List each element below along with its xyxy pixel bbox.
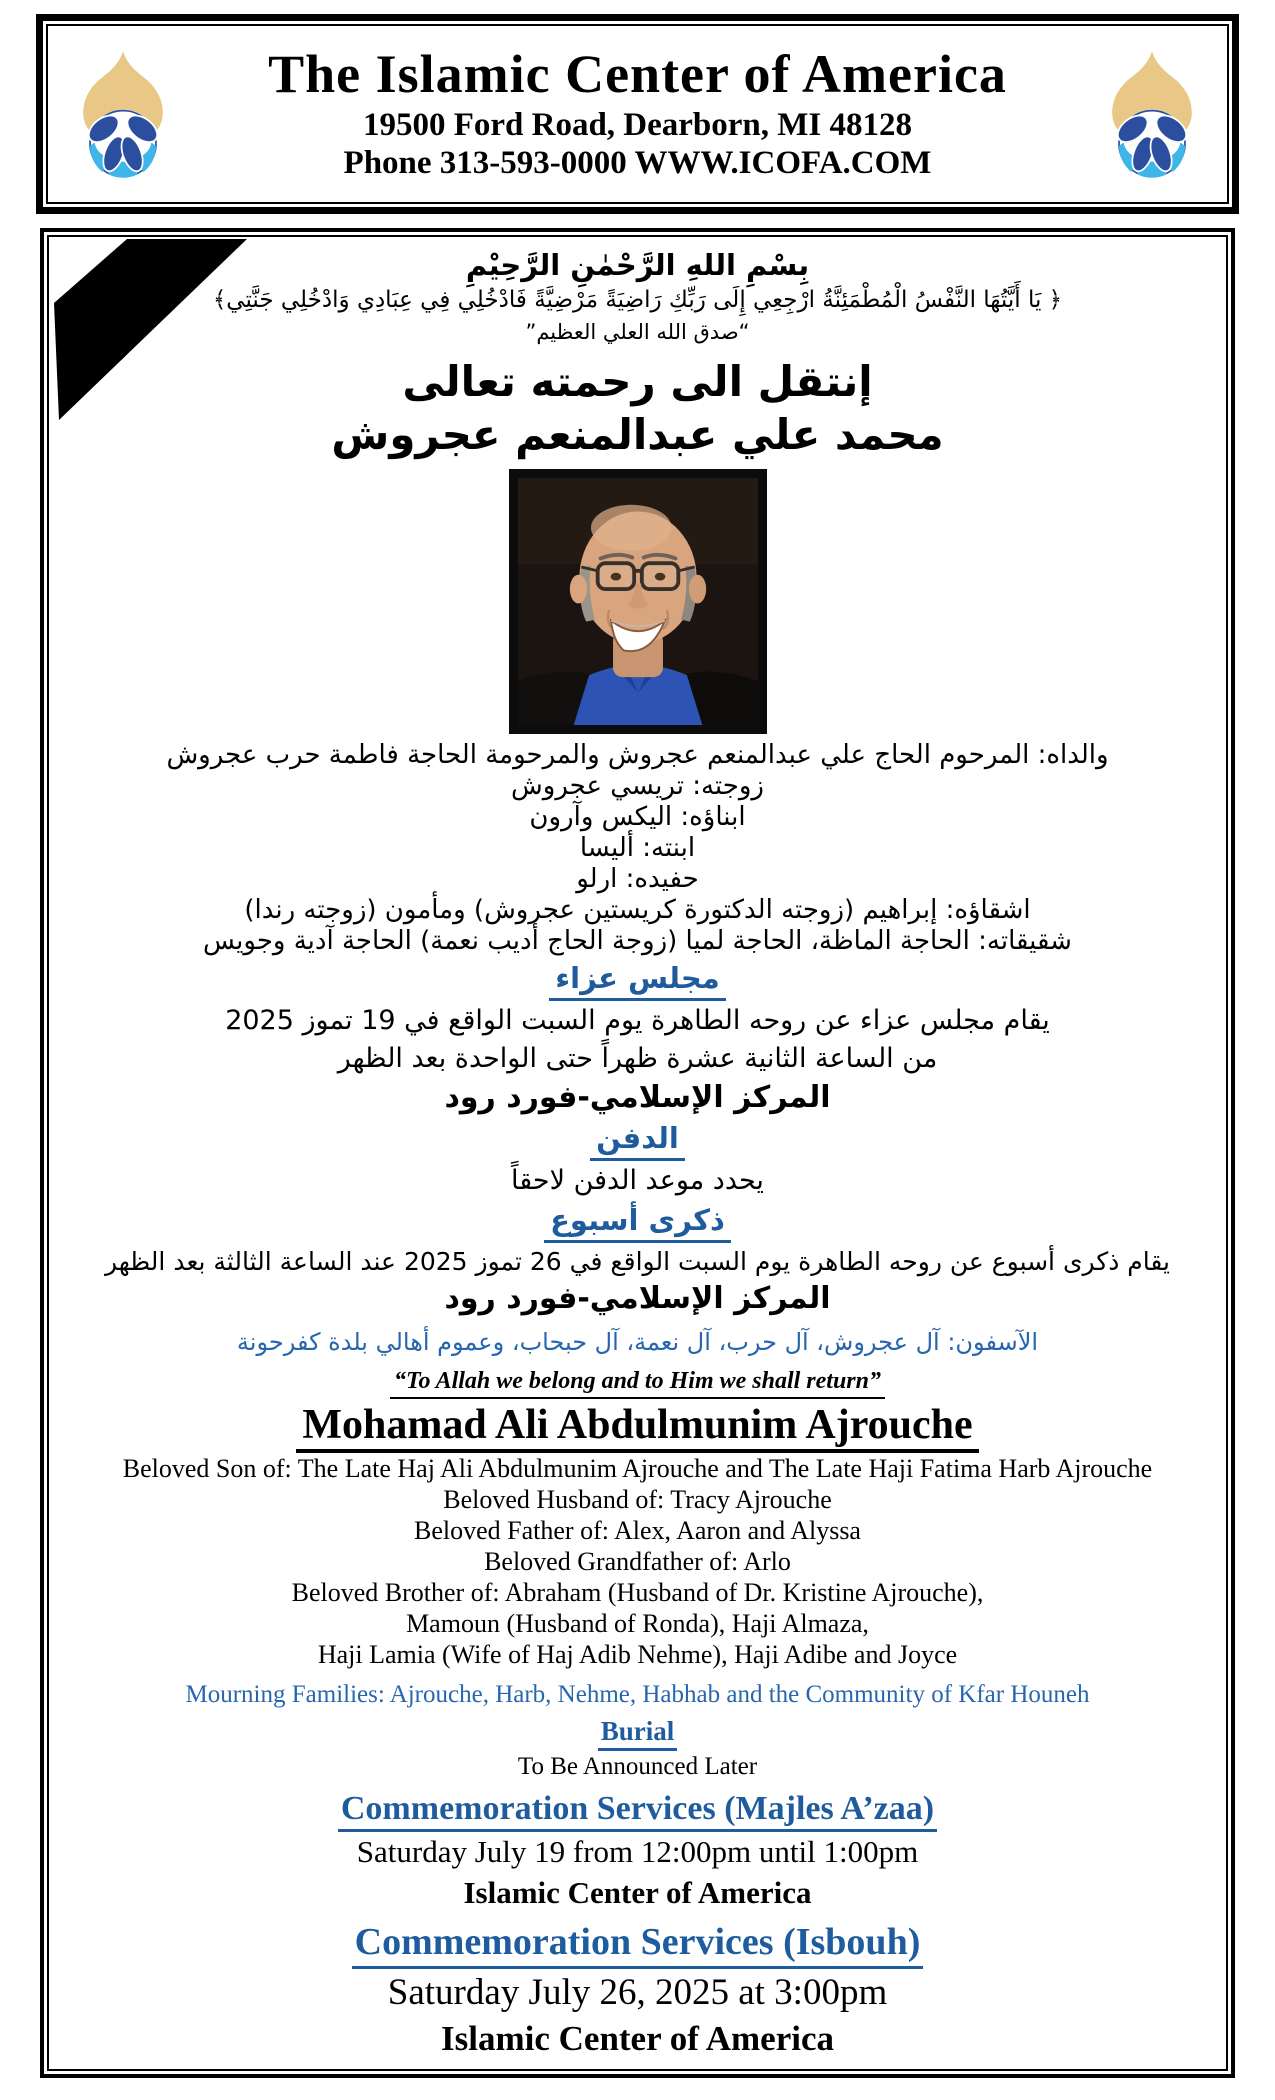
mourning-families-line: Mourning Families: Ajrouche, Harb, Nehme, Habhab and the Community of Kfar Houneh: [185, 1681, 1090, 1709]
week-memorial-line: يقام ذكرى أسبوع عن روحه الطاهرة يوم السبت الواقع في 26 تموز 2025 عند الساعة الثالثة بعد الظهر: [104, 1246, 1170, 1276]
isbouh-en-datetime: Saturday July 26, 2025 at 3:00pm: [387, 1971, 888, 2013]
majles-en-location: Islamic Center of America: [463, 1875, 812, 1911]
arabic-announcement: إنتقل الى رحمته تعالى: [402, 357, 873, 407]
icofa-logo-left-icon: [64, 48, 182, 180]
deceased-photo: [509, 469, 767, 734]
family-sons-line: ابناؤه: اليكس وآرون: [529, 802, 746, 833]
relation-father-line: Beloved Father of: Alex, Aaron and Alyssa: [414, 1516, 861, 1546]
org-title: The Islamic Center of America: [268, 44, 1007, 105]
header-text: [182, 46, 1093, 181]
relation-brother-line-2: Mamoun (Husband of Ronda), Haji Almaza,: [406, 1609, 869, 1639]
burial-en-line: To Be Announced Later: [517, 1753, 758, 1781]
mourning-ribbon-icon: [49, 237, 259, 432]
family-wife-line: زوجته: تريسي عجروش: [511, 771, 764, 802]
majles-en-heading: Commemoration Services (Majles A’zaa): [49, 1789, 1226, 1832]
content-box-inner: [47, 235, 1228, 2071]
english-deceased-name: Mohamad Ali Abdulmunim Ajrouche: [49, 1401, 1226, 1453]
relation-husband-line: Beloved Husband of: Tracy Ajrouche: [443, 1485, 832, 1515]
family-sisters-line: شقيقاته: الحاجة الماظة، الحاجة لميا (زوجة الحاج أديب نعمة) الحاجة آدية وجويس: [203, 926, 1072, 957]
bismillah-line: بِسْمِ اللهِ الرَّحْمٰنِ الرَّحِيْمِ: [465, 248, 810, 282]
family-daughter-line: ابنته: أليسا: [579, 833, 696, 864]
org-phone-website: Phone 313-593-0000 WWW.ICOFA.COM: [343, 145, 932, 182]
family-brothers-line: اشقاؤه: إبراهيم (زوجته الدكتورة كريستين عجروش) ومأمون (زوجته رندا): [244, 895, 1031, 926]
majles-en-datetime: Saturday July 19 from 12:00pm until 1:00pm: [356, 1834, 919, 1870]
relation-grandfather-line: Beloved Grandfather of: Arlo: [484, 1547, 791, 1577]
week-location-line: المركز الإسلامي-فورد رود: [444, 1280, 831, 1316]
arabic-family-section: [49, 740, 1226, 957]
english-quote: “To Allah we belong and to Him we shall return”: [49, 1367, 1226, 1399]
org-address: 19500 Ford Road, Dearborn, MI 48128: [362, 107, 913, 144]
relation-brother-line-3: Haji Lamia (Wife of Haj Adib Nehme), Haji Adibe and Joyce: [317, 1640, 958, 1670]
burial-en-heading: Burial: [49, 1716, 1226, 1751]
family-grandson-line: حفيده: ارلو: [576, 864, 699, 895]
burial-ar-line: يحدد موعد الدفن لاحقاً: [511, 1164, 764, 1196]
isbouh-en-location: Islamic Center of America: [441, 2018, 834, 2058]
english-relations-section: [49, 1453, 1226, 1670]
header-box: [36, 14, 1239, 214]
quran-verse: ﴿ يَا أَيَّتُهَا النَّفْسُ الْمُطْمَئِنَّةُ ارْجِعِي إِلَى رَبِّكِ رَاضِيَةً مَرْضِيَّةً فَادْخُلِي فِي عِبَادِي وَادْخُلِي جَنَّتِي﴾: [212, 287, 1063, 314]
majlis-time-line: من الساعة الثانية عشرة ظهراً حتى الواحدة بعد الظهر: [337, 1043, 938, 1075]
week-memorial-heading: ذكرى أسبوع: [49, 1203, 1226, 1243]
majlis-location-line: المركز الإسلامي-فورد رود: [444, 1079, 831, 1115]
relation-brother-line-1: Beloved Brother of: Abraham (Husband of Dr. Kristine Ajrouche),: [291, 1578, 984, 1608]
burial-ar-heading: الدفن: [49, 1121, 1226, 1161]
isbouh-en-heading: Commemoration Services (Isbouh): [49, 1921, 1226, 1969]
icofa-logo-right-icon: [1093, 48, 1211, 180]
arabic-mourners-line: الآسفون: آل عجروش، آل حرب، آل نعمة، آل حبحاب، وعموم أهالي بلدة كفرحونة: [236, 1327, 1039, 1356]
content-box: [40, 228, 1235, 2078]
sadaqa-line: “صدق الله العلي العظيم”: [525, 319, 750, 344]
relation-son-line: Beloved Son of: The Late Haj Ali Abdulmunim Ajrouche and The Late Haji Fatima Harb Ajrouche: [122, 1454, 1153, 1484]
majlis-date-line: يقام مجلس عزاء عن روحه الطاهرة يوم السبت الواقع في 19 تموز 2025: [225, 1004, 1050, 1036]
header-box-inner: [46, 24, 1229, 204]
arabic-deceased-name: محمد علي عبدالمنعم عجروش: [331, 409, 944, 459]
family-parents-line: والداه: المرحوم الحاج علي عبدالمنعم عجروش والمرحومة الحاجة فاطمة حرب عجروش: [166, 740, 1109, 771]
majlis-azaa-heading: مجلس عزاء: [49, 961, 1226, 1001]
